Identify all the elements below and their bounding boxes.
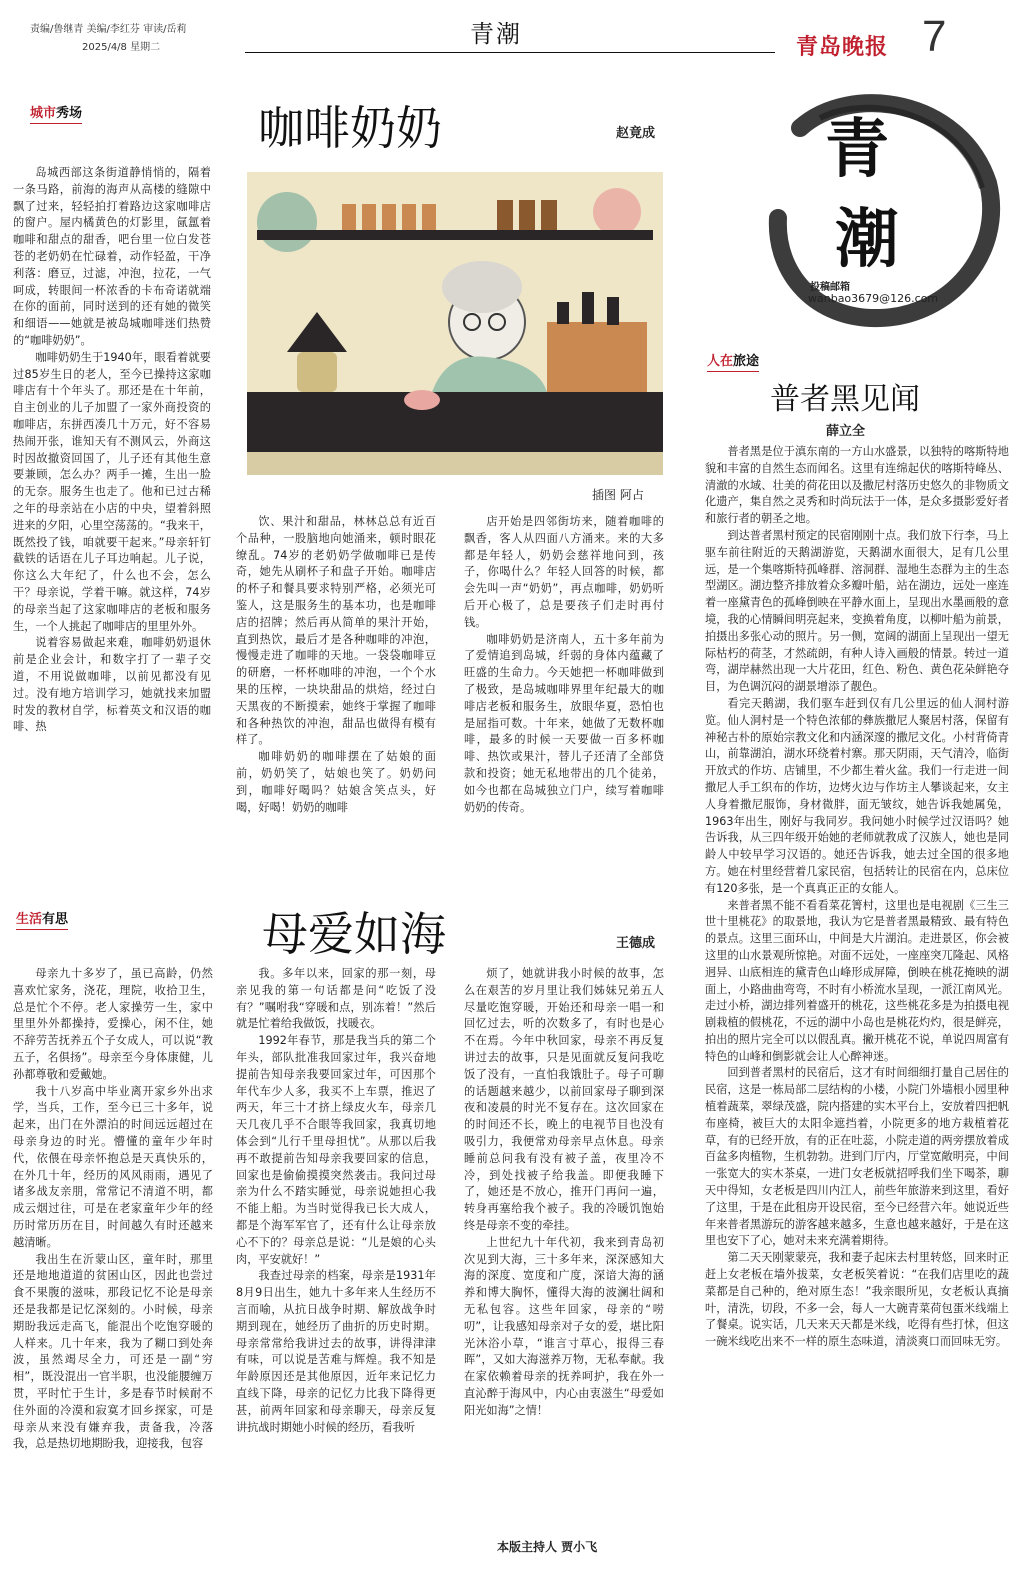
header-rule xyxy=(245,52,775,53)
article3-title: 母爱如海 xyxy=(262,907,446,961)
article3-column-3 xyxy=(464,966,664,1526)
article3-tag: 生活有思 xyxy=(16,908,68,927)
paragraph: 看完天鹅湖，我们驱车赶到仅有几公里远的仙人洞村游览。仙人洞村是一个特色浓郁的彝族撒尼人聚居村落，保留有神秘古朴的原始宗教文化和内涵深邃的撒尼文化。小村背倚青山，前靠湖泊，湖水环绕着村寨。那天阴雨，天气清冷，临街开放式的作坊、店铺里，不少都生着火盆。我们一行走进一间撒尼人手工织布的作坊，边烤火边与作坊主人攀谈起来，女主人身着撒尼服饰，身材微胖，面无皱纹，她告诉我她属兔，1963年出生，刚好与我同岁。我问她小时候学过汉语吗？她告诉我，从三四年级开始她的老师就教成了汉族人，她也是同龄人中较早学习汉语的。她还告诉我，她去过全国的很多地方。她在村里经营着几家民宿，包括转让的民宿在内，总床位有120多张，是一个真真正正的女能人。 xyxy=(705,696,1009,895)
submit-label: 投稿邮箱 xyxy=(810,282,850,293)
paragraph: 到达普者黑村预定的民宿刚刚十点。我们放下行李，马上驱车前往附近的天鹅湖游览，天鹅湖水面很大，足有几公里远，是一个集喀斯特孤峰群、溶洞群、湿地生态群为主的生态型湖区。湖边整齐排放着众多瓣叶船，站在湖边，远处一座连着一座黛青色的孤峰倒映在平静水面上，呈现出水墨画般的意境，我的心情瞬间明亮起来，变换着角度，以柳叶船为前景，拍摄出多张心动的照片。另一侧，宽阔的湖面上呈现出一望无际枯朽的荷茎，才然疏朗，有种人诗入画般的情景。转过一道弯，湖岸赫然出现一大片花田，红色、粉色、黄色花朵鲜艳夺目，为色调沉闷的湖景增添了靓色。 xyxy=(705,528,1009,694)
paragraph: 来普者黑不能不看看菜花箐村，这里也是电视剧《三生三世十里桃花》的取景地，我认为它是普者黑最精致、最有特色的景点。这里三面环山，中间是大片湖泊。走进景区，你会被这里的山水景观所惊艳。对面不远处，一座座突兀隆起、风格迥异、山底相连的黛青色山峰形成屏障，倒映在桃花掩映的湖面上，小路曲曲弯弯，不时有小桥流水呈现，一派江南风光。走过小桥，湖边排列着盛开的桃花，这些桃花多是为拍摄电视剧栽植的假桃花，不远的湖中小岛也是桃花灼灼，很是鲜亮，拍出的照片完全可以以假乱真。撇开桃花不说，单说四周富有特色的山峰和倒影就会让人心醉神迷。 xyxy=(705,898,1009,1063)
paragraph: 我查过母亲的档案，母亲是1931年8月9日出生，她九十多年来人生经历不言而喻，从抗日战争时期、解放战争时期到现在，她经历了曲折的历史时期。母亲常常给我讲过去的故事，讲得津津有味，可以说是苦难与辉煌。我不知是年龄原因还是其他原因，近年来记忆力直线下降，母亲的记忆力比我下降得更甚，前两年回家和母亲聊天，母亲反复讲抗战时期她小时候的经历，看我听 xyxy=(236,1269,436,1434)
article1-column-3 xyxy=(464,514,664,864)
paragraph: 咖啡奶奶生于1940年，眼看着就要过85岁生日的老人，至今已操持这家咖啡店有十个年头了。那还是在十年前，自主创业的儿子加盟了一家外商投资的咖啡店，东拼西凑几十万元，好不容易热闹开张，谁知天有不测风云，外商这时因故撤资回国了，儿子还有其他生意要兼顾，怎么办？两手一摊，生出一脸的无奈。服务生也走了。他和已过古稀之年的母亲站在小店的中央，望着斜照进来的夕阳，心里空荡荡的。“我来干，既然投了钱，咱就要干起来。”母亲轩钉截铁的话语在儿子耳边响起。儿子说，你这么大年纪了，什么也不会，怎么干？母亲说，学着干嘛。就这样，74岁的母亲当起了这家咖啡店的老板和服务生，一个人挑起了咖啡店的里里外外。 xyxy=(13,350,211,633)
paragraph: 岛城西部这条街道静悄悄的，隔着一条马路，前海的海声从高楼的缝隙中飘了过来，轻轻拍打着路边这家咖啡店的窗户。屋内橘黄色的灯影里，氤氲着咖啡和甜点的甜香，吧台里一位白发苍苍的老奶奶在忙碌着，动作轻盈，干净利落：磨豆，过滤，冲泡，拉花，一气呵成，转眼间一杯浓香的卡布奇诺就端在你的面前，同时送到的还有她的微笑和细语——她就是被岛城咖啡迷们热赞的“咖啡奶奶”。 xyxy=(13,166,211,347)
logo-char-2: 潮 xyxy=(835,202,899,277)
article2-author: 薛立全 xyxy=(826,424,866,439)
article2-column xyxy=(705,444,1009,1554)
submit-email: wanbao3679@126.com xyxy=(808,292,939,305)
paragraph: 咖啡奶奶的咖啡摆在了姑娘的面前，奶奶笑了，姑娘也笑了。奶奶问到，咖啡好喝吗？姑娘含笑点头，好喝，好喝！奶奶的咖啡 xyxy=(236,750,436,814)
article1-column-2 xyxy=(236,514,436,864)
article2-tag: 人在旅途 xyxy=(707,350,759,369)
logo-char-1: 青 xyxy=(825,112,889,187)
issue-date: 2025/4/8 星期二 xyxy=(82,42,161,53)
article1-tag: 城市秀场 xyxy=(30,102,82,121)
paragraph: 1992年春节，那是我当兵的第二个年头，部队批准我回家过年，我兴奋地提前告知母亲我要回家过年，可因那个年代车少人多，我买不上车票，推迟了两天，年三十才挤上绿皮火车，母亲几天几夜几乎不合眼等我回家，我真切地体会到“儿行千里母担忧”。从那以后我再不敢提前告知母亲我要回家的信息，回家也是偷偷摸摸突然袭击。我问过母亲为什么不踏实睡觉，母亲说她担心我不能上船。为当时觉得我已长大成人，都是个海军军官了，还有什么让母亲放心不下的？母亲总是说：“儿是娘的心头肉，平安就好！” xyxy=(236,1034,436,1266)
paragraph: 烦了，她就讲我小时候的故事，怎么在艰苦的岁月里让我们姊妹兄弟五人尽量吃饱穿暖，开始还和母亲一唱一和回忆过去，听的次数多了，有时也是心不在焉。今年中秋回家，母亲不再反复讲过去的故事，只是见面就反复问我吃饭了没有，一直怕我饿肚子。母子可聊的话题越来越少，以前回家母子聊到深夜和凌晨的时光不复存在。这次回家在的时间还不长，晚上的电视节目也没有吸引力，我便常劝母亲早点休息。母亲睡前总问我有没有被子盖，夜里冷不冷，到处找被子给我盖。即便我睡下了，她还是不放心，推开门再问一遍，转身再塞给我个被子。我的冷暖饥饱始终是母亲不变的牵挂。 xyxy=(464,967,664,1232)
page-number: 7 xyxy=(922,12,947,61)
newspaper-masthead: 青岛晚报 xyxy=(796,34,889,60)
article1-column-1 xyxy=(13,165,211,865)
article2-title: 普者黑见闻 xyxy=(770,382,920,417)
article1-title: 咖啡奶奶 xyxy=(258,101,442,155)
coffee-grandma-illustration-icon xyxy=(247,172,663,475)
article1-author: 赵竟成 xyxy=(616,126,656,141)
illustration xyxy=(247,172,663,475)
page-host-credit: 本版主持人 贾小飞 xyxy=(497,1540,598,1554)
editors-credit: 责编/鲁继青 美编/李红芬 审读/岳莉 xyxy=(30,24,187,35)
paragraph: 第二天天刚蒙蒙亮，我和妻子起床去村里转悠，回来时正赶上女老板在墙外拔菜，女老板笑着说：“在我们店里吃的蔬菜都是自己种的，绝对原生态！”我亲眼所见，女老板认真摘叶，清洗，切段，不多一会，每人一大碗青菜荷包蛋米线端上了餐桌。说实话，几天来天天都是米线，吃得有些打怵，但这一碗米线吃出来不一样的原生态味道，清淡爽口而回味无穷。 xyxy=(705,1251,1009,1349)
article3-column-1 xyxy=(13,966,213,1560)
paragraph: 普者黑是位于滇东南的一方山水盛景，以独特的喀斯特地貌和丰富的自然生态而闻名。这里有连绵起伏的喀斯特峰丛、清澈的水域、壮美的荷花田以及撒尼村落历史悠久的非物质文化遗产，集自然之灵秀和时尚玩法于一体，是众多摄影爱好者和旅行者的朝圣之地。 xyxy=(705,445,1009,526)
paragraph: 我出生在沂蒙山区，童年时，那里还是地地道道的贫困山区，因此也尝过食不果腹的滋味，那段记忆不论是母亲还是我都是记忆深刻的。小时候，母亲期盼我远走高飞，能混出个吃饱穿暖的人样来。几十年来，我为了糊口到处奔波，虽然竭尽全力，可还是一副“穷相”，既没混出一官半职，也没能腰缠万贯，平时忙于生计，多是春节时候耐不住外面的冷漠和寂寞才回乡探家，可是母亲从来没有嫌弃我，责备我，冷落我，总是热切地期盼我，迎接我，包容 xyxy=(13,1252,213,1451)
paragraph: 回到普者黑村的民宿后，这才有时间细细打量自己居住的民宿，这是一栋局部二层结构的小楼，小院门外墙根小园里种植着蔬菜，翠绿茂盛，院内搭建的实木平台上，安放着四把帆布座椅，被巨大的太阳伞遮挡着，小院更多的地方栽植着花草，有的已经开放，有的正在吐蕊，小院走道的两旁摆放着成百盆多肉植物，生机勃勃。进到门厅内，厅堂宽敞明亮，中间一张宽大的实木茶桌，一进门女老板就招呼我们坐下喝茶，聊天中得知，女老板是四川内江人，前些年旅游来到这里，看好了这里，于是在此租房开设民宿，至今已经营六年。她说近些年来普者黑游玩的游客越来越多，生意也越来越好，于是在这里也安下了心，她对未来充满着期待。 xyxy=(705,1066,1009,1248)
paragraph: 母亲九十多岁了，虽已高龄，仍然喜欢忙家务，浇花，理院，收拾卫生，总是忙个不停。老人家操劳一生，家中里里外外都操持，爱操心，闲不住，她不辞劳苦抚养五个子女成人，可以说“教五子，名俱扬”。母亲至今身体康健，儿孙都尊敬和爱戴她。 xyxy=(13,967,213,1081)
paragraph: 我十八岁高中毕业离开家乡外出求学，当兵，工作，至今已三十多年，说起来，出门在外漂泊的时间远远超过在母亲身边的时光。懵懂的童年少年时代，依偎在母亲怀抱总是天真快乐的，在外几十年，经历的风风雨雨，遇见了诸多战友亲朋，常常记不清道不明，都成云烟过往，可是在老家童年少年的经历时常历历在目，时间越久有时还越来越清晰。 xyxy=(13,1084,213,1249)
article3-column-2 xyxy=(236,966,436,1560)
illustration-credit: 插图 阿占 xyxy=(592,488,644,502)
paragraph: 上世纪九十年代初，我来到青岛初次见到大海，三十多年来，深深感知大海的深度、宽度和广度，深谙大海的涵养和博大胸怀，懂得大海的波澜壮阔和无私包容。这些年回家，母亲的“唠叨”，让我感知母亲对子女的爱，堪比阳光沐浴小草，“谁言寸草心，报得三春晖”，又如大海滋养万物，无私奉献。我在家依赖着母亲的抚养呵护，我在外一直沁醉于海风中，内心由衷滋生“母爱如阳光如海”之情！ xyxy=(464,1235,664,1417)
paragraph: 我。多年以来，回家的那一刻，母亲见我的第一句话都是问“吃饭了没有？”嘱咐我“穿暖和点，别冻着！”然后就是忙着给我做饭，找暖衣。 xyxy=(236,967,436,1031)
column-logo xyxy=(760,88,1005,328)
section-name: 青潮 xyxy=(470,20,522,48)
paragraph: 说着容易做起来难，咖啡奶奶退休前是企业会计，和数字打了一辈子交道，不用说做咖啡，以前见都没有见过。没有地方培训学习，她就找来加盟时发的教材自学，标着英文和汉语的咖啡、热 xyxy=(13,636,211,734)
article3-author: 王德成 xyxy=(616,936,656,951)
paragraph: 咖啡奶奶是济南人，五十多年前为了爱情追到岛城，纤弱的身体内蕴藏了旺盛的生命力。今天她把一杯咖啡做到了极致，是岛城咖啡界里年纪最大的咖啡店老板和服务生，放眼华夏，恐怕也是屈指可数。十年来，她做了无数杯咖啡，最多的时候一天要做一百多杯咖啡、热饮或果汁，替儿子还清了全部贷款和投资；她无私地带出的几个徒弟，如今也都在岛城独立门户，续写着咖啡奶奶的传奇。 xyxy=(464,632,664,814)
paragraph: 店开始是四邻街坊来，随着咖啡的飘香，客人从四面八方涌来。来的大多都是年轻人，奶奶会慈祥地问到，孩子，你喝什么？年轻人回答的时候，都会先叫一声“奶奶”，再点咖啡，奶奶听后开心极了，总是要孩子们走时再付钱。 xyxy=(464,515,664,629)
paragraph: 饮、果汁和甜品，林林总总有近百个品种，一股脑地向她涌来，顿时眼花缭乱。74岁的老奶奶学做咖啡已是传奇，她先从刷杯子和盘子开始。咖啡店的杯子和餐具要求特别严格，必须光可鉴人，这是服务生的基本功，也是咖啡店的招牌；然后再从简单的果汁开始，直到热饮，最后才是各种咖啡的冲泡，慢慢走进了咖啡的天地。一袋袋咖啡豆的研磨，一杯杯咖啡的冲泡，一个个水果的压榨，一块块甜品的烘焙，经过白天黑夜的不断摸索，她终于掌握了咖啡和各种热饮的冲泡，甜品也做得有模有样了。 xyxy=(236,515,436,747)
